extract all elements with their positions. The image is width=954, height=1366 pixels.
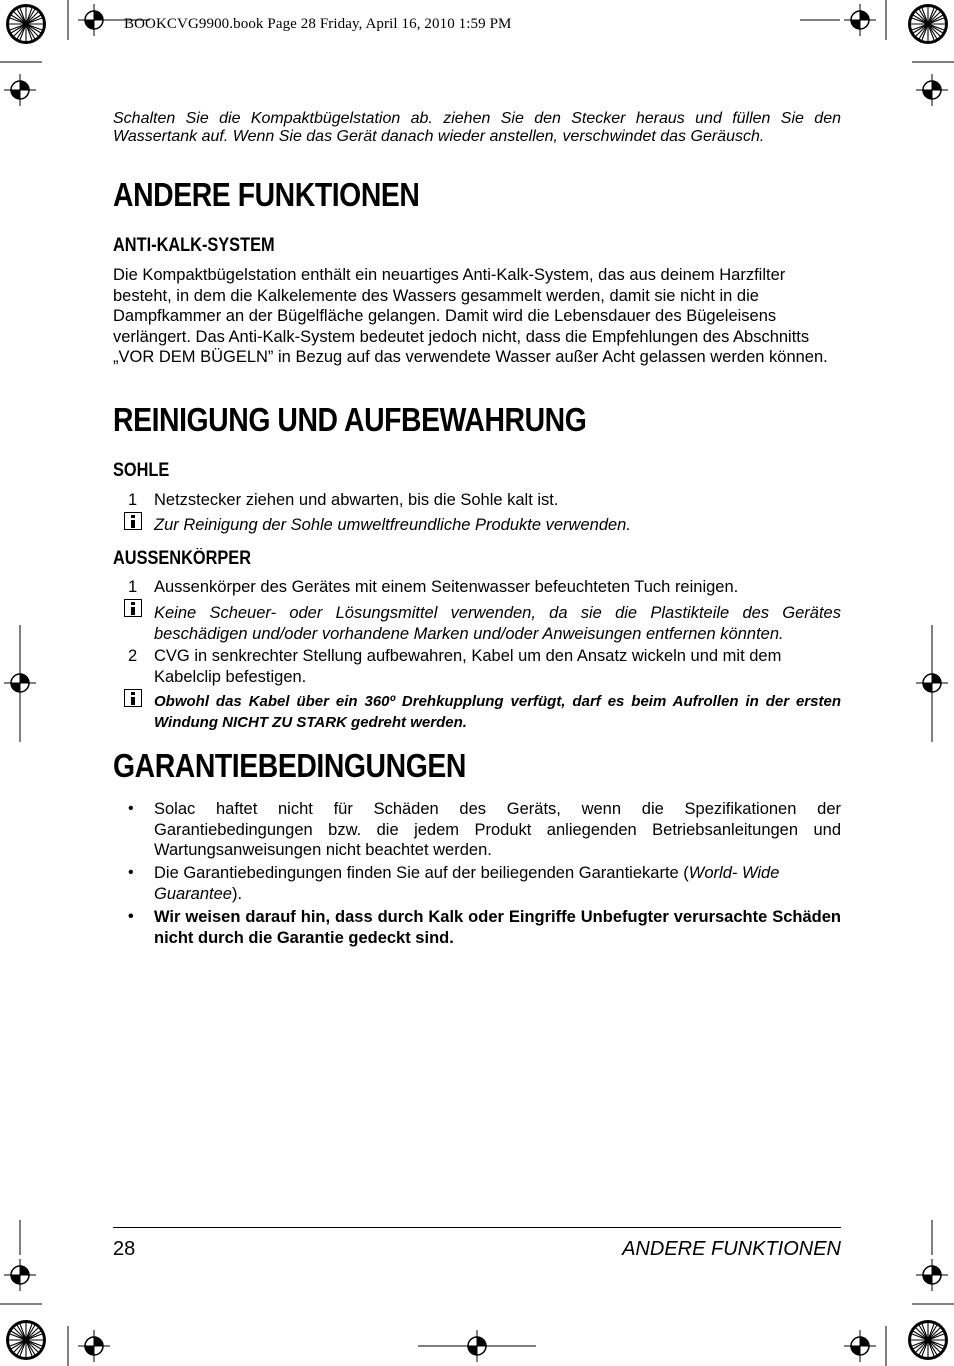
- anti-kalk-paragraph: Die Kompaktbügelstation enthält ein neuartiges Anti-Kalk-System, das aus deinem Harzfilter besteht, in dem die Kalkelemente des Wassers gesammelt werden, damit sie nicht in die Dampfkammer an der Bügelfläche gelangen. Damit wird die Lebensdauer des Bügeleisens verlängert. Das Anti-Kalk-System bedeutet jedoch nicht, dass die Empfehlungen des Abschnitts „VOR DEM BÜGELN” in Bezug auf das verwendete Wasser außer Acht gelassen werden können.: [113, 266, 828, 366]
- intro-note: Schalten Sie die Kompaktbügelstation ab. ziehen Sie den Stecker heraus und füllen Sie den Wassertank auf. Wenn Sie das Gerät danach wieder anstellen, verschwindet das Geräusch.: [113, 110, 841, 145]
- list-item-text-part: ).: [231, 884, 243, 903]
- note-text: Zur Reinigung der Sohle umweltfreundliche Produkte verwenden.: [154, 516, 631, 534]
- bullet-marker: •: [128, 800, 134, 817]
- subsection-title-sohle: SOHLE: [113, 460, 170, 481]
- list-item-text: [154, 863, 841, 904]
- step-text: CVG in senkrechter Stellung aufbewahren, Kabel um den Ansatz wickeln und mit dem Kabelclip befestigen.: [154, 647, 782, 686]
- subsection-title-anti-kalk: ANTI-KALK-SYSTEM: [113, 235, 275, 256]
- step-text: Aussenkörper des Gerätes mit einem Seitenwasser befeuchteten Tuch reinigen.: [154, 578, 739, 596]
- section-title-reinigung: REINIGUNG UND AUFBEWAHRUNG: [113, 401, 587, 438]
- list-item-text-italic: World- Wide Guarantee: [154, 864, 780, 903]
- list-item-text: Solac haftet nicht für Schäden des Geräts, wenn die Spezifikationen der Garantiebedingungen bzw. die jedem Produkt anliegenden Betriebsanleitungen und Wartungsanweisungen nicht beachtet werden.: [154, 800, 841, 859]
- step-number: 2: [128, 647, 138, 665]
- info-icon: [124, 599, 142, 617]
- note-text: Obwohl das Kabel über ein 360º Drehkupplung verfügt, darf es beim Aufrollen in der ersten Windung NICHT ZU STARK gedreht werden.: [154, 693, 841, 731]
- note-text: Keine Scheuer- oder Lösungsmittel verwenden, da sie die Plastikteile des Gerätes beschädigen und/oder vorhandene Marken und/oder Anweisungen entfernen könnten.: [154, 604, 841, 643]
- step-number: 1: [128, 578, 138, 596]
- section-title-andere-funktionen: ANDERE FUNKTIONEN: [113, 176, 420, 213]
- section-title-garantie: GARANTIEBEDINGUNGEN: [113, 747, 466, 784]
- info-icon: [124, 689, 142, 707]
- print-header: BOOKCVG9900.book Page 28 Friday, April 16, 2010 1:59 PM: [124, 16, 512, 32]
- list-item-text-part: Die Garantiebedingungen finden Sie auf der beiliegenden Garantiekarte (: [154, 864, 689, 882]
- step-text: Netzstecker ziehen und abwarten, bis die Sohle kalt ist.: [154, 491, 559, 509]
- subsection-title-aussenkoerper: AUSSENKÖRPER: [113, 548, 252, 569]
- footer-section-title: ANDERE FUNKTIONEN: [622, 1238, 841, 1260]
- list-item-text: Wir weisen darauf hin, dass durch Kalk oder Eingriffe Unbefugter verursachte Schäden nicht durch die Garantie gedeckt sind.: [154, 908, 841, 947]
- page-number: 28: [113, 1238, 136, 1260]
- bullet-marker: •: [128, 908, 134, 925]
- bullet-marker: •: [128, 864, 134, 881]
- step-number: 1: [128, 491, 138, 509]
- footer-rule: [113, 1227, 841, 1228]
- info-icon: [124, 512, 142, 530]
